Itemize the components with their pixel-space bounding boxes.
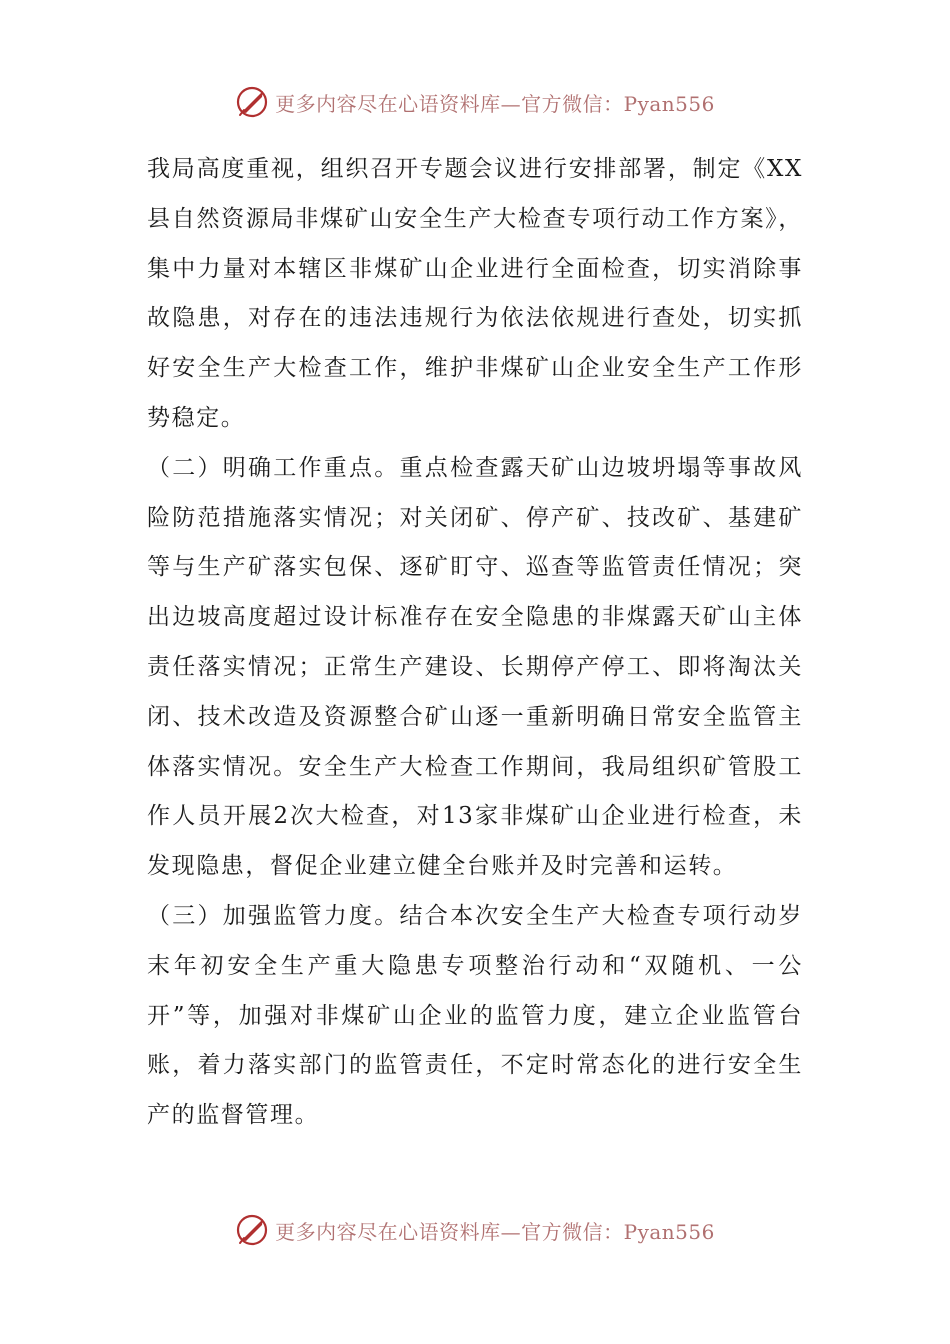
header-banner bbox=[0, 80, 950, 124]
pen-logo-icon bbox=[235, 85, 269, 119]
paragraph-3: （三）加强监管力度。结合本次安全生产大检查专项行动岁末年初安全生产重大隐患专项整治行动和“双随机、一公开”等，加强对非煤矿山企业的监管力度，建立企业监管台账，着力落实部门的监管责任，不定时常态化的进行安全生产的监督管理。 bbox=[147, 902, 803, 1129]
header-banner-text: 更多内容尽在心语资料库—官方微信：Pyan556 bbox=[275, 91, 715, 116]
pen-logo-icon bbox=[235, 1213, 269, 1247]
footer-banner-text: 更多内容尽在心语资料库—官方微信：Pyan556 bbox=[275, 1219, 715, 1244]
paragraph-2: （二）明确工作重点。重点检查露天矿山边坡坍塌等事故风险防范措施落实情况；对关闭矿、停产矿、技改矿、基建矿等与生产矿落实包保、逐矿盯守、巡查等监管责任情况；突出边坡高度超过设计标准存在安全隐患的非煤露天矿山主体责任落实情况；正常生产建设、长期停产停工、即将淘汰关闭、技术改造及资源整合矿山逐一重新明确日常安全监管主体落实情况。安全生产大检查工作期间，我局组织矿管股工作人员开展2次大检查，对13家非煤矿山企业进行检查，未发现隐患，督促企业建立健全台账并及时完善和运转。 bbox=[147, 454, 803, 880]
footer-banner bbox=[0, 1208, 950, 1252]
document-body bbox=[147, 145, 803, 1141]
paragraph-1: 我局高度重视，组织召开专题会议进行安排部署，制定《XX县自然资源局非煤矿山安全生产大检查专项行动工作方案》，集中力量对本辖区非煤矿山企业进行全面检查，切实消除事故隐患，对存在的违法违规行为依法依规进行查处，切实抓好安全生产大检查工作，维护非煤矿山企业安全生产工作形势稳定。 bbox=[147, 156, 803, 431]
